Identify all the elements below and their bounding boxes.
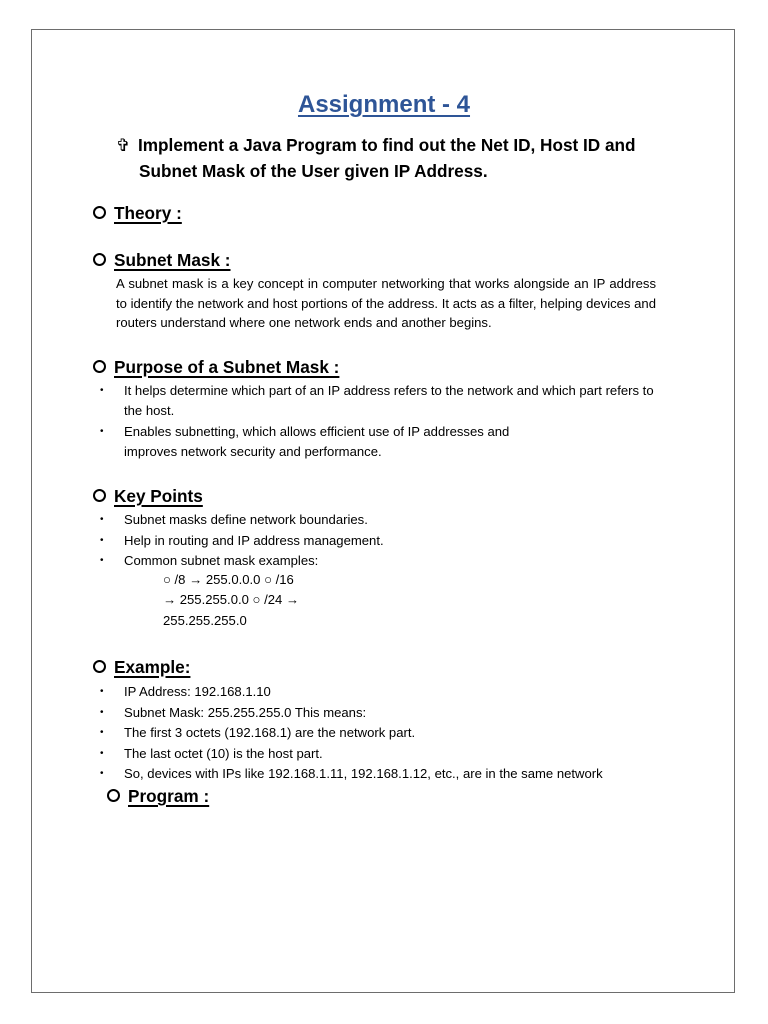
subnet-example-line-1: ○ /8 → 255.0.0.0 ○ /16 [163, 572, 294, 587]
task-statement [116, 132, 676, 184]
task-line-2: Subnet Mask of the User given IP Address. [139, 161, 488, 181]
subnet-example-line-2: → 255.255.0.0 ○ /24 → [163, 592, 300, 607]
list-item: • IP Address: 192.168.1.10 [0, 682, 700, 702]
subnet-mask-heading: Subnet Mask : [93, 250, 231, 271]
circle-bullet-icon [107, 789, 120, 802]
list-item: • Help in routing and IP address management. [0, 531, 700, 551]
list-item: • Subnet Mask: 255.255.255.0 This means: [0, 703, 700, 723]
list-item: • It helps determine which part of an IP address refers to the network and which part refers to the host. [0, 381, 660, 421]
list-item: • Enables subnetting, which allows efficient use of IP addresses and improves network security and performance. [0, 422, 660, 462]
list-item: • The last octet (10) is the host part. [0, 744, 700, 764]
subnet-mask-paragraph: A subnet mask is a key concept in computer networking that works alongside an IP address to identify the network and host portions of the address. It acts as a filter, helping devices and routers understand where one network ends and another begins. [116, 276, 656, 330]
circle-bullet-icon [93, 660, 106, 673]
key-points-heading: Key Points [93, 486, 203, 507]
list-item: • Subnet masks define network boundaries. [0, 510, 700, 530]
list-item: • The first 3 octets (192.168.1) are the network part. [0, 723, 700, 743]
key-points-list [0, 510, 700, 572]
purpose-list [0, 381, 660, 462]
theory-heading: Theory : [93, 203, 182, 224]
task-line-1: Implement a Java Program to find out the Net ID, Host ID and [138, 135, 636, 155]
circle-bullet-icon [93, 206, 106, 219]
subnet-example-line-3: 255.255.255.0 [163, 613, 247, 628]
circle-bullet-icon [93, 253, 106, 266]
page-title: Assignment - 4 [297, 91, 471, 118]
example-list [0, 682, 700, 785]
program-heading: Program : [107, 786, 209, 807]
purpose-heading: Purpose of a Subnet Mask : [93, 357, 339, 378]
circle-bullet-icon [93, 489, 106, 502]
circle-bullet-icon [93, 360, 106, 373]
list-item: • Common subnet mask examples: [0, 551, 700, 571]
example-heading: Example: [93, 657, 190, 678]
cross-icon: ✞ [116, 135, 131, 155]
list-item: • So, devices with IPs like 192.168.1.11, 192.168.1.12, etc., are in the same network [0, 764, 700, 784]
